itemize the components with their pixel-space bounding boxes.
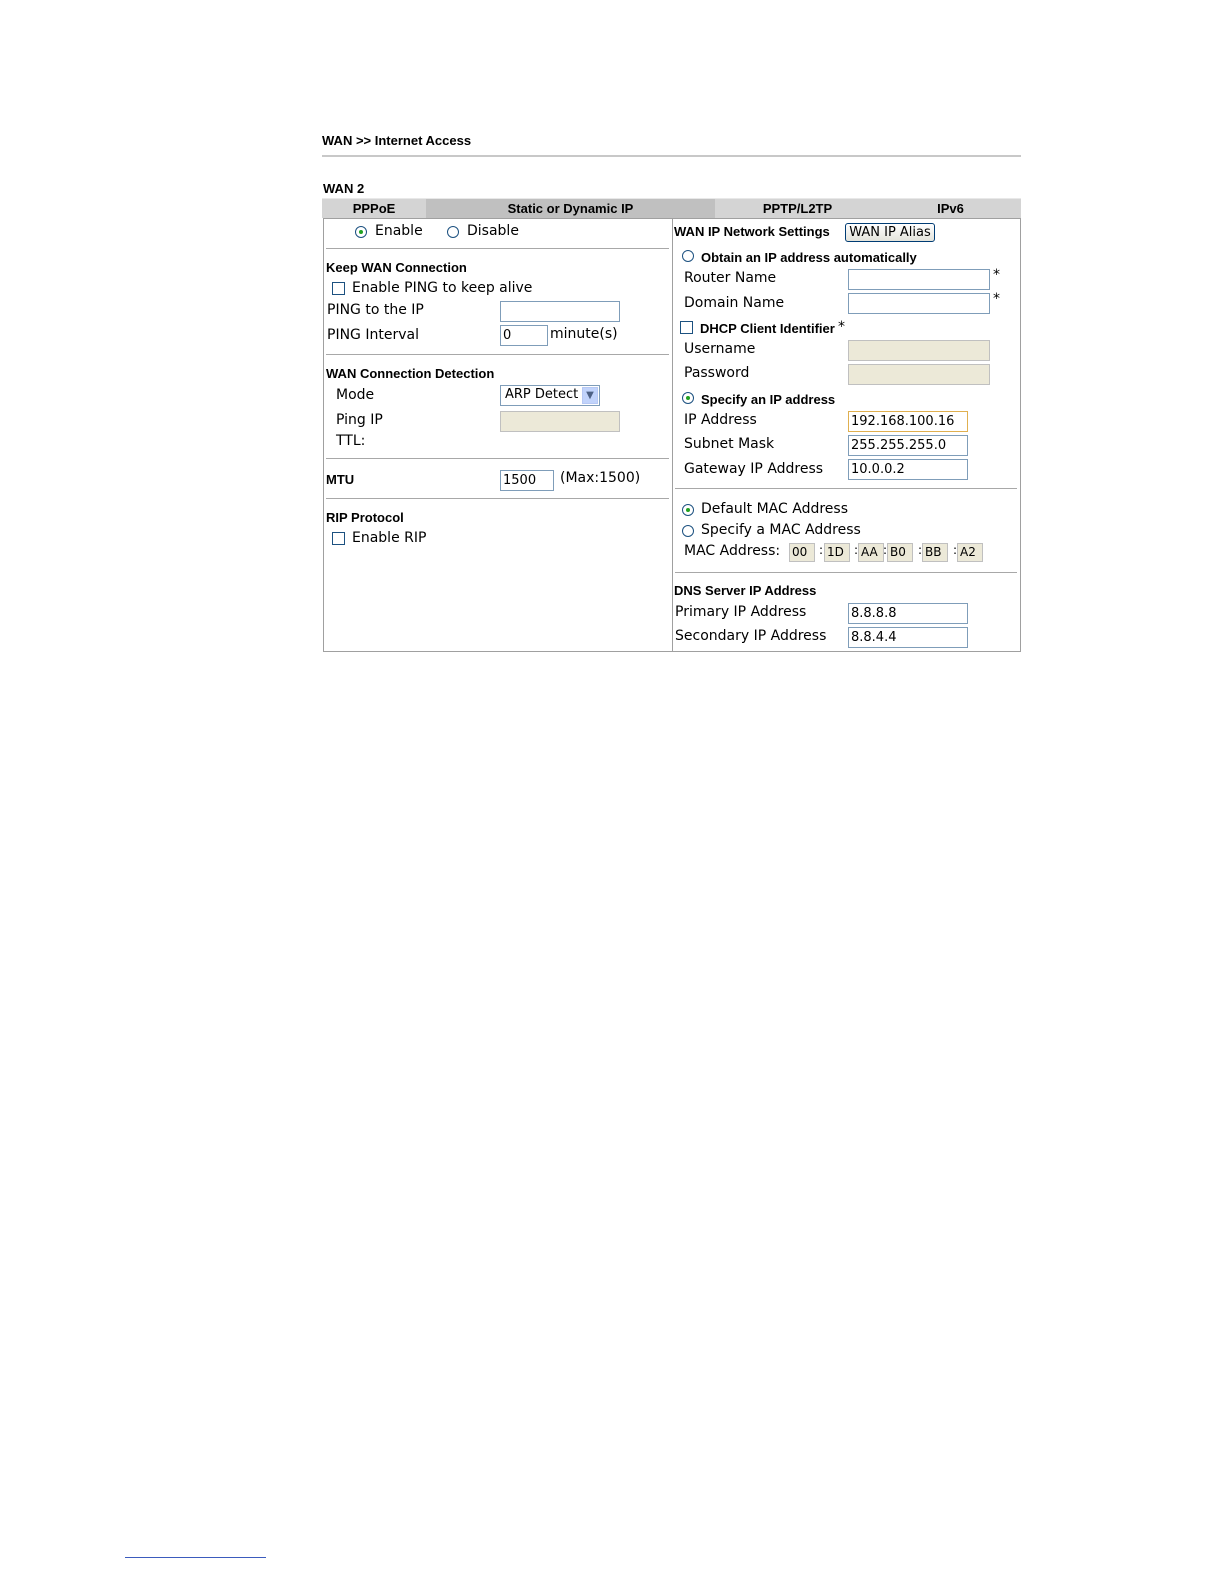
ip-address-label: IP Address <box>684 412 757 428</box>
divider <box>326 458 669 460</box>
mtu-input[interactable]: 1500 <box>500 470 554 491</box>
dns-title: DNS Server IP Address <box>674 583 817 598</box>
specify-mac-label: Specify a MAC Address <box>701 522 861 538</box>
mac-octet-input[interactable]: B0 <box>887 543 913 562</box>
disable-radio[interactable] <box>447 226 459 238</box>
mac-separator: : <box>819 543 824 557</box>
mac-separator: : <box>883 543 888 557</box>
mac-separator: : <box>918 543 923 557</box>
rip-title: RIP Protocol <box>326 510 404 525</box>
section-title: WAN 2 <box>323 181 365 196</box>
mac-octet-input[interactable]: A2 <box>957 543 983 562</box>
obtain-ip-label: Obtain an IP address automatically <box>701 250 917 265</box>
mac-octet-input[interactable]: 1D <box>824 543 850 562</box>
enable-radio[interactable] <box>355 226 367 238</box>
enable-rip-label: Enable RIP <box>352 530 427 546</box>
ping-ip-input[interactable] <box>500 301 620 322</box>
ping-interval-label: PING Interval <box>327 327 419 343</box>
ping-ip-label: PING to the IP <box>327 302 424 318</box>
required-mark: * <box>838 319 845 335</box>
domain-name-input[interactable] <box>848 293 990 314</box>
primary-dns-input[interactable]: 8.8.8.8 <box>848 603 968 624</box>
mac-separator: : <box>953 543 958 557</box>
password-input[interactable] <box>848 364 990 385</box>
default-mac-label: Default MAC Address <box>701 501 848 517</box>
mode-select-value: ARP Detect <box>505 387 579 402</box>
disable-label: Disable <box>467 223 519 239</box>
mac-separator: : <box>854 543 859 557</box>
dhcp-client-checkbox[interactable] <box>680 321 693 334</box>
wan-ip-alias-button[interactable]: WAN IP Alias <box>845 223 935 242</box>
divider <box>326 498 669 500</box>
divider <box>675 488 1017 490</box>
specify-mac-radio[interactable] <box>682 525 694 537</box>
default-mac-radio[interactable] <box>682 504 694 516</box>
tab-static-dynamic-ip[interactable]: Static or Dynamic IP <box>426 199 715 218</box>
tab-pppoe[interactable]: PPPoE <box>352 201 396 216</box>
enable-rip-checkbox[interactable] <box>332 532 345 545</box>
ping-interval-input[interactable]: 0 <box>500 325 548 346</box>
secondary-dns-input[interactable]: 8.8.4.4 <box>848 627 968 648</box>
primary-dns-label: Primary IP Address <box>675 604 807 620</box>
dhcp-client-label: DHCP Client Identifier <box>700 321 835 336</box>
domain-name-label: Domain Name <box>684 295 785 311</box>
mac-address-label: MAC Address: <box>684 543 781 559</box>
breadcrumb: WAN >> Internet Access <box>322 133 472 148</box>
subnet-mask-label: Subnet Mask <box>684 436 775 452</box>
mode-label: Mode <box>336 387 375 403</box>
tab-ipv6[interactable]: IPv6 <box>937 201 964 216</box>
specify-ip-label: Specify an IP address <box>701 392 836 407</box>
password-label: Password <box>684 365 750 381</box>
secondary-dns-label: Secondary IP Address <box>675 628 827 644</box>
subnet-mask-input[interactable]: 255.255.255.0 <box>848 435 968 456</box>
gateway-label: Gateway IP Address <box>684 461 824 477</box>
wan-detection-title: WAN Connection Detection <box>326 366 495 381</box>
wan-ip-settings-title: WAN IP Network Settings <box>674 224 830 239</box>
ping-keep-alive-checkbox[interactable] <box>332 282 345 295</box>
required-mark: * <box>993 291 1000 307</box>
ttl-label: TTL: <box>336 433 366 449</box>
obtain-ip-radio[interactable] <box>682 250 694 262</box>
divider <box>326 354 669 356</box>
chevron-down-icon[interactable]: ▼ <box>582 387 598 404</box>
enable-label: Enable <box>375 223 423 239</box>
mtu-label: MTU <box>326 472 355 487</box>
divider <box>326 248 669 250</box>
mac-octet-input[interactable]: BB <box>922 543 948 562</box>
router-name-input[interactable] <box>848 269 990 290</box>
keep-wan-title: Keep WAN Connection <box>326 260 467 275</box>
footnote-rule <box>125 1557 266 1558</box>
mtu-max-note: (Max:1500) <box>560 470 641 486</box>
tab-pptp-l2tp[interactable]: PPTP/L2TP <box>762 201 833 216</box>
specify-ip-radio[interactable] <box>682 392 694 404</box>
required-mark: * <box>993 267 1000 283</box>
username-input[interactable] <box>848 340 990 361</box>
mac-octet-input[interactable]: AA <box>858 543 884 562</box>
mac-octet-input[interactable]: 00 <box>789 543 815 562</box>
ping-ip-detect-input[interactable] <box>500 411 620 432</box>
tab-bar <box>322 198 1021 218</box>
ping-interval-unit: minute(s) <box>550 326 618 342</box>
divider <box>675 572 1017 574</box>
ping-keep-alive-label: Enable PING to keep alive <box>352 280 533 296</box>
router-name-label: Router Name <box>684 270 777 286</box>
ping-ip-detect-label: Ping IP <box>336 412 383 428</box>
gateway-input[interactable]: 10.0.0.2 <box>848 459 968 480</box>
header-divider <box>322 155 1021 157</box>
ip-address-input[interactable]: 192.168.100.16 <box>848 411 968 432</box>
username-label: Username <box>684 341 756 357</box>
mode-select[interactable] <box>500 385 600 406</box>
